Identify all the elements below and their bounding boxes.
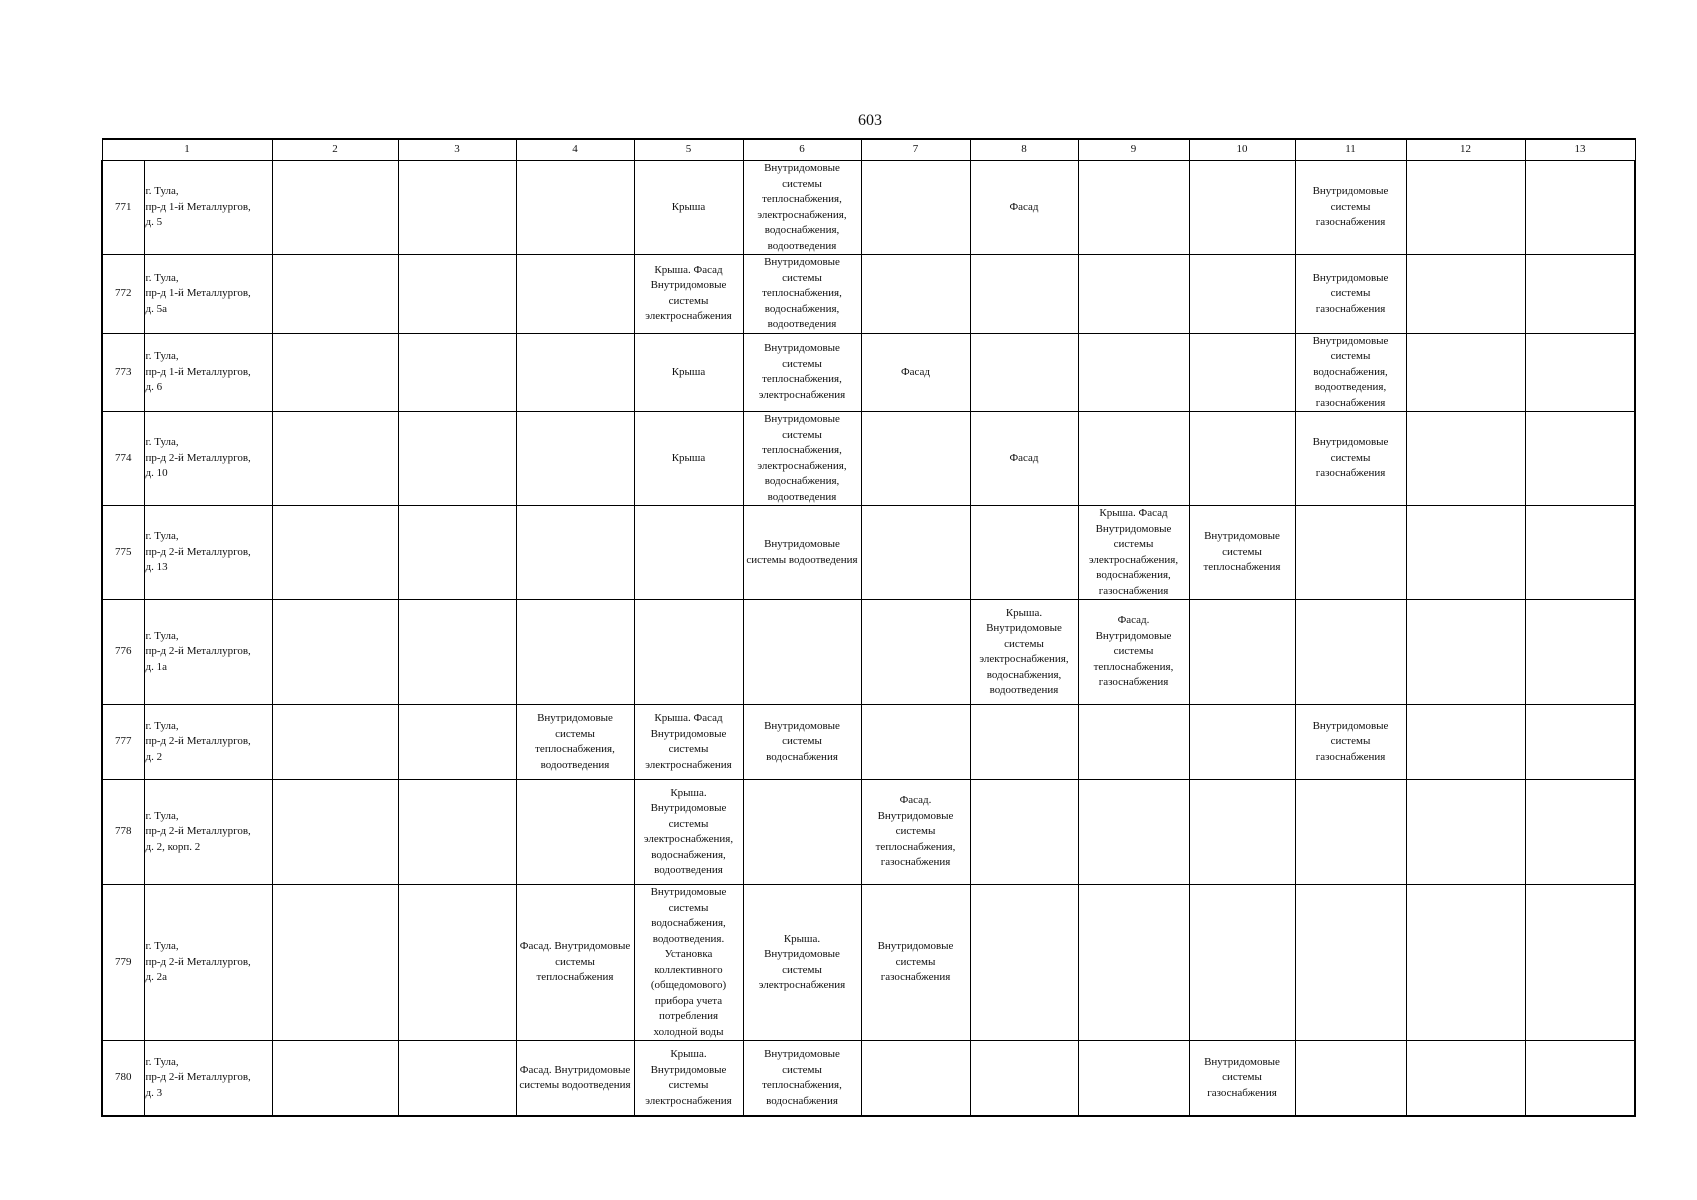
address-cell: г. Тула, пр-д 1-й Металлургов, д. 5а xyxy=(144,255,272,334)
work-cell-col-8: Фасад xyxy=(970,161,1078,255)
work-cell-col-12 xyxy=(1406,600,1525,705)
page-number: 603 xyxy=(858,112,882,129)
work-cell-col-3 xyxy=(398,1041,516,1117)
work-cell-col-11 xyxy=(1295,780,1406,885)
work-cell-col-3 xyxy=(398,506,516,600)
row-number: 779 xyxy=(102,885,144,1041)
work-cell-col-10 xyxy=(1189,600,1295,705)
work-cell-col-8 xyxy=(970,333,1078,412)
table-row xyxy=(102,600,1635,705)
work-cell-col-9 xyxy=(1078,161,1189,255)
work-cell-col-13 xyxy=(1525,885,1635,1041)
work-cell-col-9 xyxy=(1078,885,1189,1041)
address-cell: г. Тула, пр-д 2-й Металлургов, д. 1а xyxy=(144,600,272,705)
work-cell-col-8: Фасад xyxy=(970,412,1078,506)
work-cell-col-9 xyxy=(1078,255,1189,334)
work-cell-col-10 xyxy=(1189,885,1295,1041)
table-body xyxy=(102,139,1635,1116)
work-cell-col-6: Внутридомовые системы теплоснабжения, водоснабжения, водоотведения xyxy=(743,255,861,334)
address-cell: г. Тула, пр-д 2-й Металлургов, д. 13 xyxy=(144,506,272,600)
row-number: 773 xyxy=(102,333,144,412)
work-cell-col-7 xyxy=(861,600,970,705)
address-cell: г. Тула, пр-д 2-й Металлургов, д. 2а xyxy=(144,885,272,1041)
work-cell-col-11 xyxy=(1295,600,1406,705)
column-header: 3 xyxy=(398,139,516,161)
table-row xyxy=(102,412,1635,506)
work-cell-col-7 xyxy=(861,412,970,506)
table-row xyxy=(102,506,1635,600)
column-header: 13 xyxy=(1525,139,1635,161)
row-number: 780 xyxy=(102,1041,144,1117)
work-cell-col-11: Внутридомовые системы газоснабжения xyxy=(1295,161,1406,255)
work-cell-col-6: Внутридомовые системы теплоснабжения, электроснабжения, водоснабжения, водоотведения xyxy=(743,412,861,506)
work-cell-col-4 xyxy=(516,506,634,600)
work-cell-col-11: Внутридомовые системы газоснабжения xyxy=(1295,255,1406,334)
address-cell: г. Тула, пр-д 2-й Металлургов, д. 10 xyxy=(144,412,272,506)
work-cell-col-3 xyxy=(398,412,516,506)
work-cell-col-3 xyxy=(398,333,516,412)
address-cell: г. Тула, пр-д 2-й Металлургов, д. 3 xyxy=(144,1041,272,1117)
work-cell-col-5: Крыша xyxy=(634,412,743,506)
work-cell-col-8: Крыша. Внутридомовые системы электроснабжения, водоснабжения, водоотведения xyxy=(970,600,1078,705)
work-cell-col-6: Внутридомовые системы водоотведения xyxy=(743,506,861,600)
work-cell-col-10 xyxy=(1189,412,1295,506)
work-cell-col-13 xyxy=(1525,506,1635,600)
column-header: 8 xyxy=(970,139,1078,161)
work-cell-col-9 xyxy=(1078,780,1189,885)
work-cell-col-3 xyxy=(398,885,516,1041)
table-row xyxy=(102,1041,1635,1117)
work-cell-col-5: Крыша. Фасад Внутридомовые системы электроснабжения xyxy=(634,255,743,334)
work-cell-col-4 xyxy=(516,161,634,255)
work-cell-col-11 xyxy=(1295,506,1406,600)
work-cell-col-13 xyxy=(1525,333,1635,412)
work-cell-col-10 xyxy=(1189,705,1295,780)
row-number: 777 xyxy=(102,705,144,780)
work-cell-col-3 xyxy=(398,161,516,255)
column-header: 4 xyxy=(516,139,634,161)
work-cell-col-12 xyxy=(1406,705,1525,780)
work-cell-col-4: Фасад. Внутридомовые системы теплоснабжения xyxy=(516,885,634,1041)
work-cell-col-5: Крыша xyxy=(634,333,743,412)
work-cell-col-7: Внутридомовые системы газоснабжения xyxy=(861,885,970,1041)
work-cell-col-5: Крыша. Внутридомовые системы электроснабжения xyxy=(634,1041,743,1117)
table-row xyxy=(102,705,1635,780)
work-cell-col-6: Внутридомовые системы теплоснабжения, электроснабжения, водоснабжения, водоотведения xyxy=(743,161,861,255)
table-row xyxy=(102,333,1635,412)
work-cell-col-4: Внутридомовые системы теплоснабжения, водоотведения xyxy=(516,705,634,780)
work-cell-col-8 xyxy=(970,780,1078,885)
work-cell-col-13 xyxy=(1525,600,1635,705)
table-row xyxy=(102,161,1635,255)
work-cell-col-13 xyxy=(1525,255,1635,334)
work-cell-col-13 xyxy=(1525,705,1635,780)
work-cell-col-9: Крыша. Фасад Внутридомовые системы электроснабжения, водоснабжения, газоснабжения xyxy=(1078,506,1189,600)
work-cell-col-2 xyxy=(272,255,398,334)
work-cell-col-7: Фасад xyxy=(861,333,970,412)
work-cell-col-7 xyxy=(861,255,970,334)
work-cell-col-5 xyxy=(634,506,743,600)
work-cell-col-13 xyxy=(1525,161,1635,255)
repair-schedule-table xyxy=(101,138,1636,1117)
work-cell-col-2 xyxy=(272,705,398,780)
work-cell-col-3 xyxy=(398,255,516,334)
work-cell-col-4 xyxy=(516,333,634,412)
work-cell-col-6 xyxy=(743,600,861,705)
work-cell-col-11 xyxy=(1295,885,1406,1041)
work-cell-col-3 xyxy=(398,705,516,780)
work-cell-col-4 xyxy=(516,412,634,506)
work-cell-col-8 xyxy=(970,255,1078,334)
row-number: 775 xyxy=(102,506,144,600)
work-cell-col-5: Крыша. Внутридомовые системы электроснабжения, водоснабжения, водоотведения xyxy=(634,780,743,885)
work-cell-col-8 xyxy=(970,1041,1078,1117)
work-cell-col-12 xyxy=(1406,255,1525,334)
work-cell-col-12 xyxy=(1406,333,1525,412)
work-cell-col-9 xyxy=(1078,412,1189,506)
work-cell-col-9: Фасад. Внутридомовые системы теплоснабжения, газоснабжения xyxy=(1078,600,1189,705)
work-cell-col-4: Фасад. Внутридомовые системы водоотведения xyxy=(516,1041,634,1117)
work-cell-col-8 xyxy=(970,705,1078,780)
column-header: 7 xyxy=(861,139,970,161)
work-cell-col-11 xyxy=(1295,1041,1406,1117)
work-cell-col-2 xyxy=(272,506,398,600)
work-cell-col-13 xyxy=(1525,412,1635,506)
work-cell-col-7: Фасад. Внутридомовые системы теплоснабжения, газоснабжения xyxy=(861,780,970,885)
work-cell-col-5: Крыша xyxy=(634,161,743,255)
column-header: 12 xyxy=(1406,139,1525,161)
work-cell-col-9 xyxy=(1078,705,1189,780)
row-number: 776 xyxy=(102,600,144,705)
work-cell-col-6 xyxy=(743,780,861,885)
column-header: 10 xyxy=(1189,139,1295,161)
work-cell-col-10 xyxy=(1189,255,1295,334)
work-cell-col-2 xyxy=(272,1041,398,1117)
work-cell-col-11: Внутридомовые системы водоснабжения, водоотведения, газоснабжения xyxy=(1295,333,1406,412)
work-cell-col-2 xyxy=(272,600,398,705)
work-cell-col-10: Внутридомовые системы теплоснабжения xyxy=(1189,506,1295,600)
column-header: 6 xyxy=(743,139,861,161)
work-cell-col-5: Крыша. Фасад Внутридомовые системы электроснабжения xyxy=(634,705,743,780)
work-cell-col-10 xyxy=(1189,333,1295,412)
work-cell-col-4 xyxy=(516,255,634,334)
work-cell-col-2 xyxy=(272,333,398,412)
work-cell-col-12 xyxy=(1406,412,1525,506)
work-cell-col-5: Внутридомовые системы водоснабжения, водоотведения. Установка коллективного (общедомового) прибора учета потребления холодной воды xyxy=(634,885,743,1041)
work-cell-col-7 xyxy=(861,161,970,255)
work-cell-col-6: Внутридомовые системы водоснабжения xyxy=(743,705,861,780)
work-cell-col-6: Внутридомовые системы теплоснабжения, водоснабжения xyxy=(743,1041,861,1117)
work-cell-col-8 xyxy=(970,506,1078,600)
address-cell: г. Тула, пр-д 2-й Металлургов, д. 2, корп. 2 xyxy=(144,780,272,885)
work-cell-col-11: Внутридомовые системы газоснабжения xyxy=(1295,705,1406,780)
column-header: 1 xyxy=(102,139,272,161)
column-header: 2 xyxy=(272,139,398,161)
work-cell-col-4 xyxy=(516,780,634,885)
row-number: 771 xyxy=(102,161,144,255)
row-number: 774 xyxy=(102,412,144,506)
work-cell-col-9 xyxy=(1078,1041,1189,1117)
work-cell-col-13 xyxy=(1525,1041,1635,1117)
work-cell-col-3 xyxy=(398,780,516,885)
address-cell: г. Тула, пр-д 1-й Металлургов, д. 5 xyxy=(144,161,272,255)
work-cell-col-9 xyxy=(1078,333,1189,412)
work-cell-col-12 xyxy=(1406,161,1525,255)
work-cell-col-6: Внутридомовые системы теплоснабжения, электроснабжения xyxy=(743,333,861,412)
work-cell-col-10: Внутридомовые системы газоснабжения xyxy=(1189,1041,1295,1117)
work-cell-col-10 xyxy=(1189,780,1295,885)
column-header: 9 xyxy=(1078,139,1189,161)
work-cell-col-13 xyxy=(1525,780,1635,885)
work-cell-col-2 xyxy=(272,412,398,506)
work-cell-col-8 xyxy=(970,885,1078,1041)
work-cell-col-7 xyxy=(861,506,970,600)
work-cell-col-12 xyxy=(1406,885,1525,1041)
table-row xyxy=(102,255,1635,334)
work-cell-col-12 xyxy=(1406,506,1525,600)
work-cell-col-10 xyxy=(1189,161,1295,255)
work-cell-col-2 xyxy=(272,161,398,255)
table-row xyxy=(102,780,1635,885)
work-cell-col-4 xyxy=(516,600,634,705)
work-cell-col-12 xyxy=(1406,780,1525,885)
work-cell-col-12 xyxy=(1406,1041,1525,1117)
work-cell-col-7 xyxy=(861,705,970,780)
row-number: 772 xyxy=(102,255,144,334)
work-cell-col-2 xyxy=(272,885,398,1041)
work-cell-col-11: Внутридомовые системы газоснабжения xyxy=(1295,412,1406,506)
table-row xyxy=(102,885,1635,1041)
column-header: 5 xyxy=(634,139,743,161)
address-cell: г. Тула, пр-д 2-й Металлургов, д. 2 xyxy=(144,705,272,780)
row-number: 778 xyxy=(102,780,144,885)
header-row xyxy=(102,139,1635,161)
work-cell-col-6: Крыша. Внутридомовые системы электроснабжения xyxy=(743,885,861,1041)
work-cell-col-3 xyxy=(398,600,516,705)
column-header: 11 xyxy=(1295,139,1406,161)
work-cell-col-5 xyxy=(634,600,743,705)
work-cell-col-2 xyxy=(272,780,398,885)
address-cell: г. Тула, пр-д 1-й Металлургов, д. 6 xyxy=(144,333,272,412)
work-cell-col-7 xyxy=(861,1041,970,1117)
